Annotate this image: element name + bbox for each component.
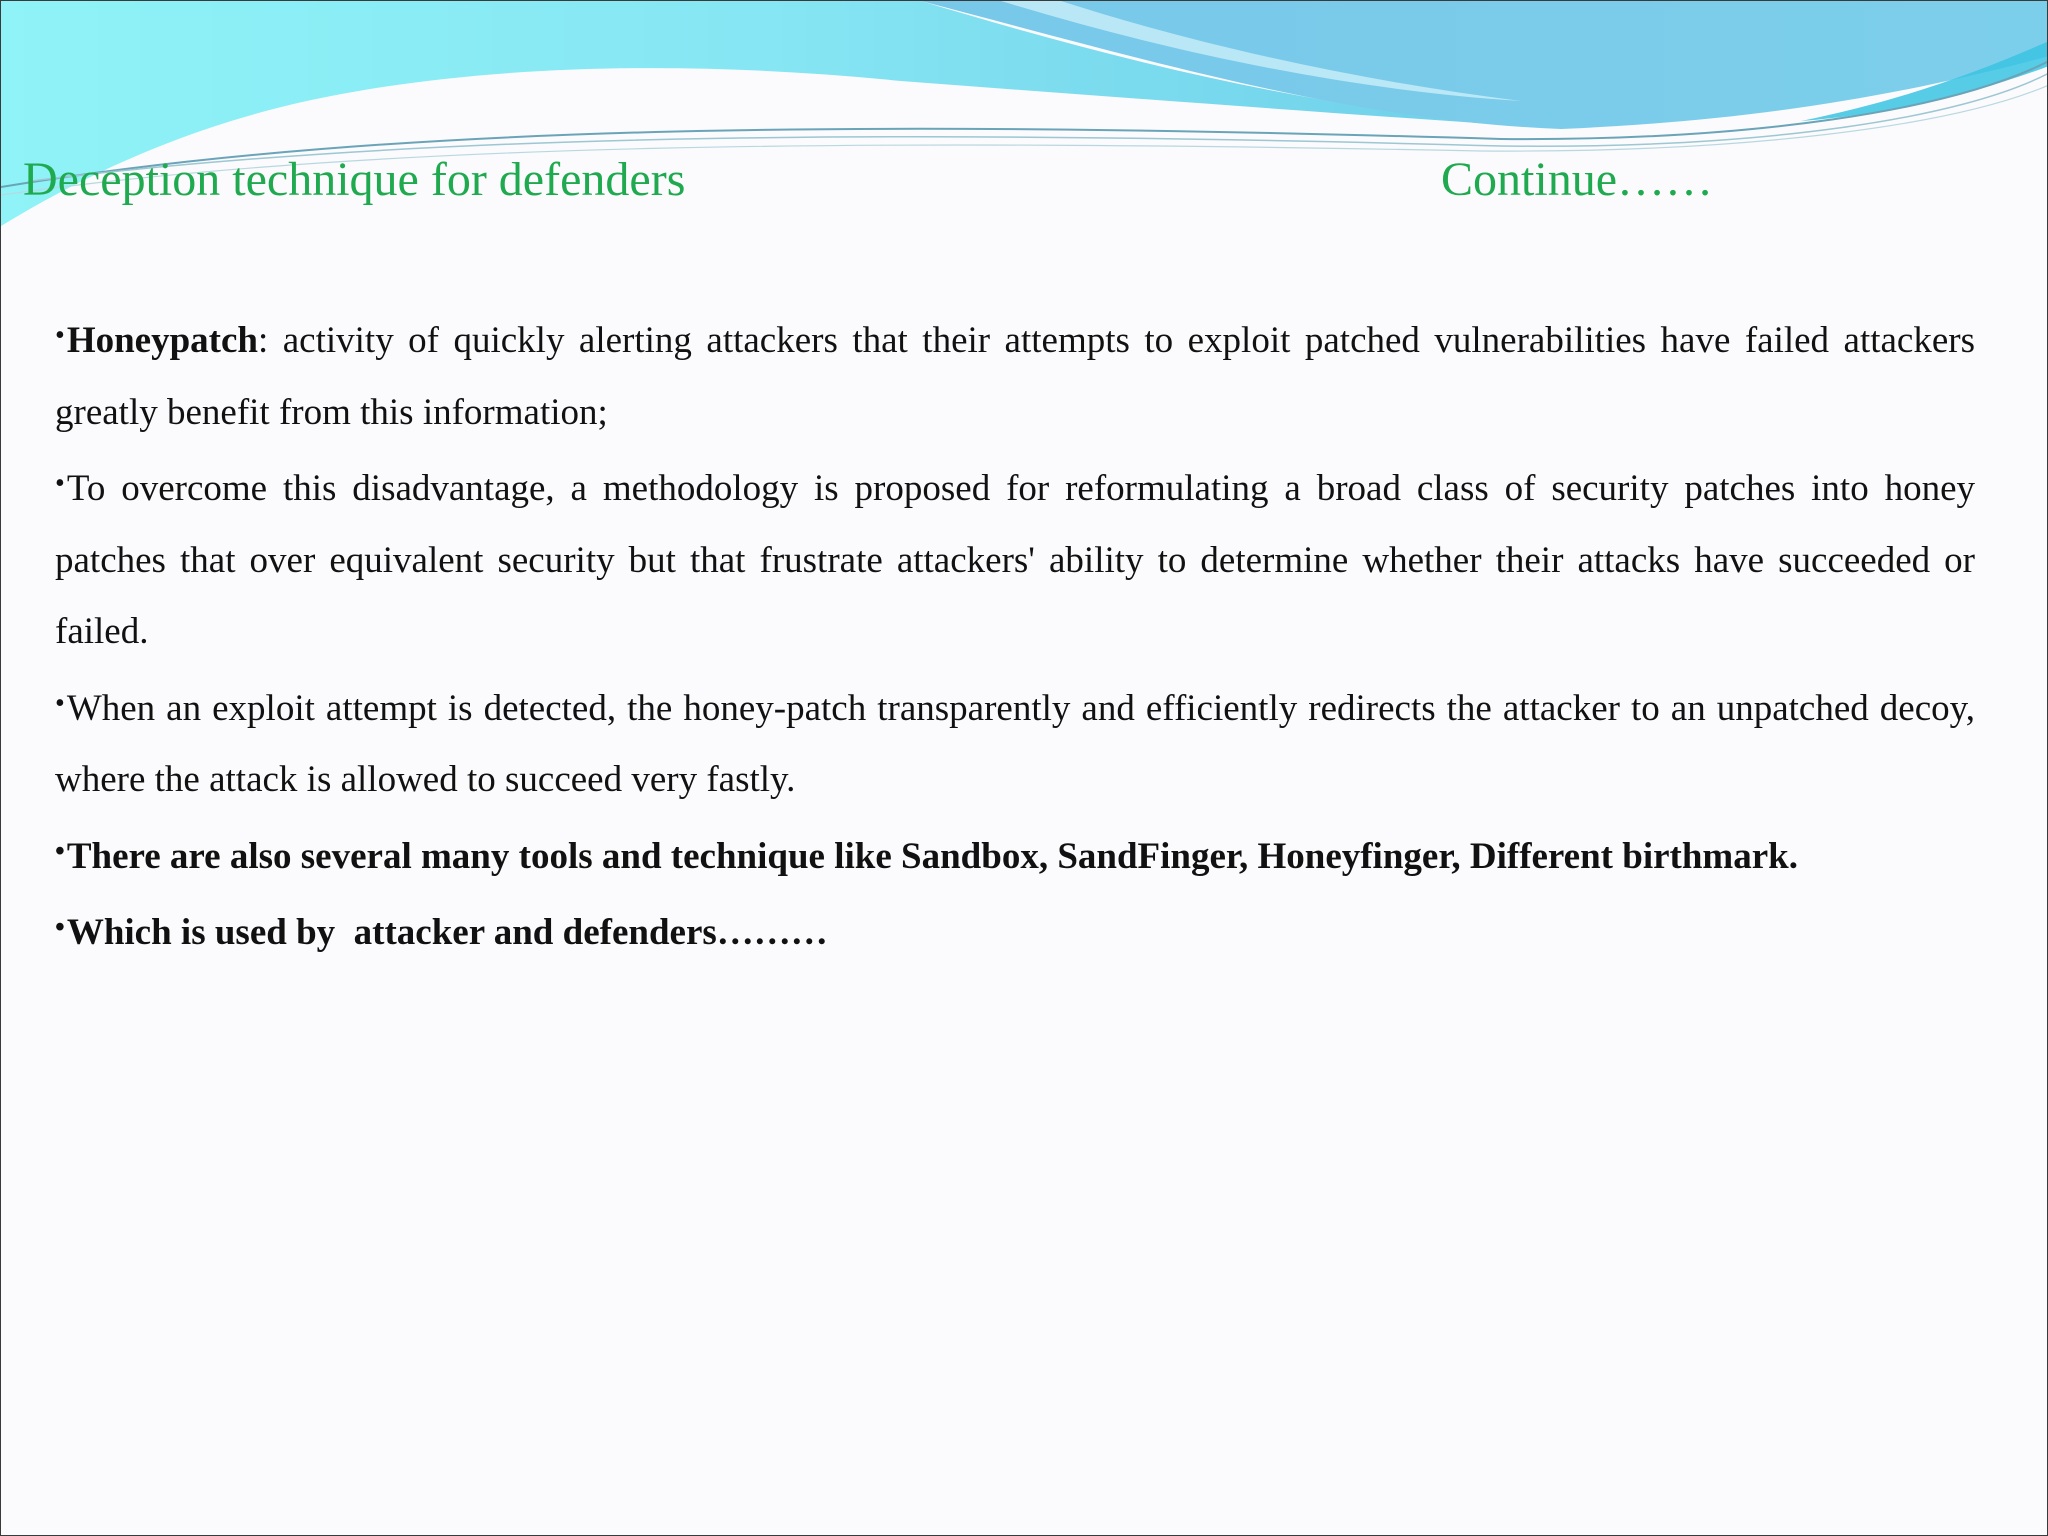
slide-title: Deception technique for defenders: [23, 153, 686, 206]
bullet-item-honeypatch: [55, 300, 1975, 448]
bullet-lead-term: Honeypatch: [66, 320, 258, 361]
bullet-text: When an exploit attempt is detected, the honey-patch transparently and efficiently redirects the attacker to an unpatched decoy, where the attack is allowed to succeed very fastly.: [55, 687, 1975, 800]
bullet-text: There are also several many tools and technique like Sandbox, SandFinger, Honeyfinger, Different birthmark.: [66, 835, 1799, 877]
bullet-item-tools: [55, 816, 1975, 893]
bullet-icon: •: [55, 835, 65, 867]
bullet-text: To overcome this disadvantage, a methodology is proposed for reformulating a broad class of security patches into honey patches that over equivalent security but that frustrate attackers' ability to determine whether their attacks have succeeded or failed.: [55, 468, 1975, 652]
bullet-text: : activity of quickly alerting attackers that their attempts to exploit patched vulnerabilities have failed attackers greatly benefit from this information;: [55, 320, 1975, 433]
continue-label: Continue……: [1441, 153, 1713, 206]
bullet-icon: •: [55, 468, 65, 499]
bullet-item-exploit-detected: [55, 668, 1975, 816]
bullet-icon: •: [55, 912, 65, 943]
bullet-item-usage: [55, 892, 1975, 969]
bullet-item-overcome: [55, 448, 1975, 668]
bullet-text: Which is used by attacker and defenders………: [66, 912, 828, 953]
bullet-list: [55, 300, 1975, 969]
bullet-icon: •: [55, 687, 65, 719]
bullet-icon: •: [55, 320, 65, 351]
